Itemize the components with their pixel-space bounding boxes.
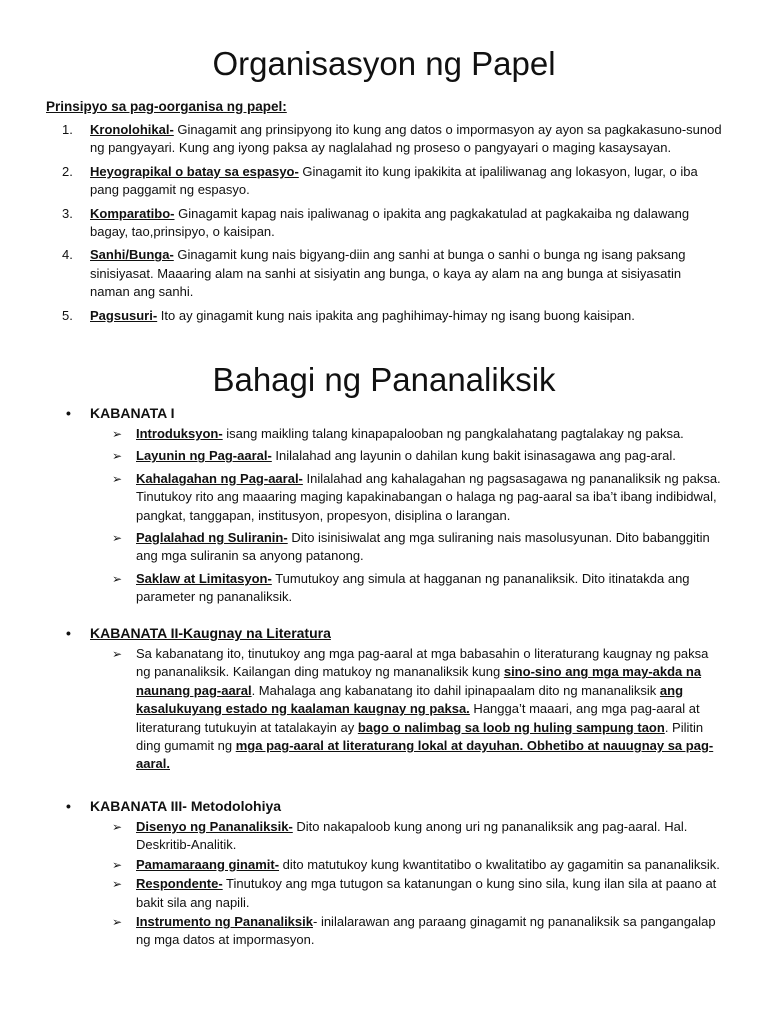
highlight-text: sino-sino ang mga may-akda na naunang pag-aaral [136,664,702,698]
term-label: Introduksyon- [136,426,223,441]
list-item [112,856,722,874]
paragraph-text: Sa kabanatang ito, tinutukoy ang mga pag-aaral at mga babasahin o literaturang kaugnay ng paksa ng pananaliksik. Kailangan ding matukoy ng mananaliksik kung [136,646,709,680]
term-description: Ito ay ginagamit kung nais ipakita ang paghihimay-himay ng isang buong kaisipan. [157,307,635,323]
arrow-bullet-icon: ➢ [112,427,123,441]
list-item [112,913,722,950]
bullet-icon: • [66,625,71,641]
list-item [112,470,722,525]
term-label: Sanhi/Bunga- [90,247,174,263]
section-heading-text: KABANATA III- Metodolohiya [90,798,282,814]
list-number: 2. [62,163,73,179]
list-item [112,875,722,912]
term-description: Ginagamit ang prinsipyong ito kung ang datos o impormasyon ay ayon sa pagkakasuno-sunod ng pangyayari. Kung ang iyong paksa ay naglalahad ng proseso o pangyayari o maging kasaysayan. [90,122,722,156]
section-kabanata-1 [62,403,722,611]
paragraph-text: . Mahalaga ang kabanatang ito dahil ipinapaalam dito ng mananaliksik [251,682,660,698]
term-description: isang maikling talang kinapapalooban ng pangkalahatang pagtalakay ng paksa. [222,426,684,441]
list-item [112,570,722,607]
arrow-bullet-icon: ➢ [112,449,123,464]
arrow-bullet-icon: ➢ [112,915,123,930]
arrow-bullet-icon: ➢ [112,857,123,872]
list-number: 4. [62,247,73,263]
section-kabanata-3 [62,796,722,951]
page-title-bahagi: Bahagi ng Pananaliksik [212,361,556,398]
list-item [112,645,722,774]
list-item [62,163,722,200]
arrow-bullet-icon: ➢ [112,471,123,486]
term-label: Disenyo ng Pananaliksik- [136,819,293,834]
term-label: Saklaw at Limitasyon- [136,570,272,586]
highlight-text: mga pag-aaral at literaturang lokal at dayuhan. Obhetibo at nauugnay sa pag-aaral. [136,738,714,772]
term-label: Pagsusuri- [90,307,158,323]
term-description: Ginagamit ito kung ipakikita at ipaliliwanag ang lokasyon, lugar, o iba pang paggamit ng espasyo. [90,163,698,198]
principles-list [62,121,722,330]
section-heading [62,623,722,643]
term-label: Pamamaraang ginamit- [136,856,280,872]
arrow-bullet-icon: ➢ [112,571,123,586]
bullet-icon: • [66,405,71,421]
list-item [112,818,722,855]
term-description: Dito isinisiwalat ang mga suliraning nais masolusyunan. Dito babanggitin ang mga suliranin sa anyong patanong. [136,530,710,564]
list-number: 5. [62,307,73,323]
list-item [62,205,722,242]
term-description: Ginagamit kapag nais ipaliwanag o ipakita ang pagkakatulad at pagkakaiba ng dalawang bagay, tao,prinsipyo, o kaisipan. [90,205,690,240]
arrow-bullet-icon: ➢ [112,877,123,892]
list-item [112,425,722,443]
section-heading [62,403,722,423]
bullet-icon: • [66,798,71,814]
term-label: Kronolohikal- [90,122,174,137]
list-number: 1. [62,122,73,137]
arrow-list [62,425,722,607]
principles-subheading: Prinsipyo sa pag-oorganisa ng papel: [46,99,287,114]
highlight-text: bago o nalimbag sa loob ng huling sampung taon [357,719,665,735]
list-item [62,121,722,158]
arrow-bullet-icon: ➢ [112,647,123,661]
term-description: Ginagamit kung nais bigyang-diin ang sanhi at bunga o sanhi o bunga ng isang paksang sinisiyasat. Maaaring alam na sanhi at sisiyatin ang bunga, o kaya ay alam na ang bunga at sisiyasatin naman ang sanhi. [90,247,686,300]
term-description: - inilalarawan ang paraang ginagamit ng pananaliksik sa pangangalap ng mga datos at impormasyon. [136,914,716,948]
list-item [62,246,722,301]
arrow-bullet-icon: ➢ [112,531,123,546]
list-item [62,307,722,325]
term-label: Komparatibo- [90,205,175,221]
list-number: 3. [62,205,73,221]
term-label: Heyograpikal o batay sa espasyo- [90,163,299,179]
arrow-bullet-icon: ➢ [112,820,123,834]
arrow-list [62,818,722,950]
term-label: Kahalagahan ng Pag-aaral- [136,470,303,486]
section-kabanata-2 [62,623,722,778]
term-description: Inilalahad ang kahalagahan ng pagsasagawa ng pananaliksik ng paksa. Tinutukoy rito ang maaaring maging kapakinabangan o halaga ng pag-aaral sa iba’t ibang indibidwal, pangkat, tanggapan, institusyon, propesyon, disiplina o larangan. [136,470,721,523]
paragraph-text: . Pilitin ding gumamit ng [136,719,704,754]
list-item [112,447,722,465]
section-heading-text: KABANATA I [90,405,175,421]
term-description: dito matutukoy kung kwantitatibo o kwalitatibo ay gagamitin sa pananaliksik. [279,856,720,872]
section-heading [62,796,722,816]
paragraph-text: Hangga’t maaari, ang mga pag-aaral at literaturang tutukuyin at tatalakayin ay [136,701,700,735]
arrow-list [62,645,722,774]
term-label: Instrumento ng Pananaliksik [136,914,313,930]
highlight-text: ang kasalukuyang estado ng kaalaman kaugnay ng paksa. [136,682,684,717]
page-title-organisasyon: Organisasyon ng Papel [212,45,556,82]
term-description: Tinutukoy ang mga tutugon sa katanungan o kung sino sila, kung ilan sila at paano at bakit sila ang napili. [136,876,717,910]
term-label: Respondente- [136,876,223,892]
term-description: Dito nakapaloob kung anong uri ng pananaliksik ang pag-aaral. Hal. Deskritib-Analitik. [136,819,688,853]
list-item [112,529,722,566]
term-description: Inilalahad ang layunin o dahilan kung bakit isinasagawa ang pag-aral. [271,448,676,464]
term-label: Paglalahad ng Suliranin- [136,530,288,546]
term-label: Layunin ng Pag-aaral- [136,448,272,464]
section-heading-text: KABANATA II-Kaugnay na Literatura [90,625,331,641]
term-description: Tumutukoy ang simula at hagganan ng pananaliksik. Dito itinatakda ang parameter ng pananaliksik. [136,570,690,605]
